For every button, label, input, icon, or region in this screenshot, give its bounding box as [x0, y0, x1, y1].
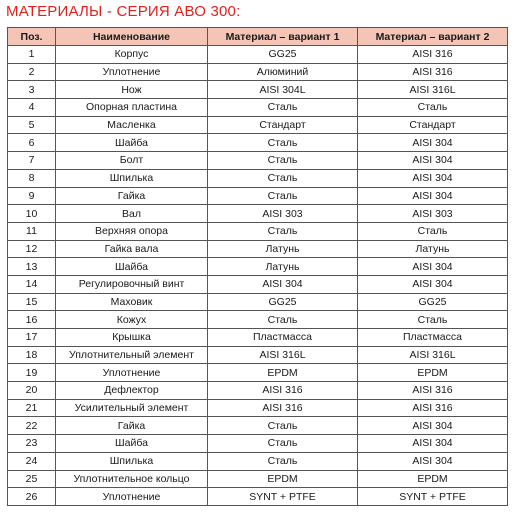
table-row [8, 258, 508, 276]
table-row [8, 470, 508, 488]
cell-material-variant-2: AISI 316 [358, 63, 508, 81]
cell-position: 17 [8, 329, 56, 347]
header-material-variant-1: Материал – вариант 1 [208, 28, 358, 46]
cell-position: 9 [8, 187, 56, 205]
cell-material-variant-1: GG25 [208, 46, 358, 64]
cell-position: 4 [8, 99, 56, 117]
cell-name: Кожух [56, 311, 208, 329]
cell-material-variant-2: EPDM [358, 470, 508, 488]
table-row [8, 152, 508, 170]
cell-material-variant-1: EPDM [208, 470, 358, 488]
cell-material-variant-2: AISI 304 [358, 417, 508, 435]
cell-name: Усилительный элемент [56, 399, 208, 417]
table-row [8, 81, 508, 99]
cell-name: Уплотнительное кольцо [56, 470, 208, 488]
cell-position: 25 [8, 470, 56, 488]
cell-material-variant-1: Сталь [208, 435, 358, 453]
cell-name: Корпус [56, 46, 208, 64]
cell-material-variant-1: Сталь [208, 152, 358, 170]
table-body [8, 46, 508, 506]
cell-position: 23 [8, 435, 56, 453]
table-row [8, 311, 508, 329]
cell-name: Шпилька [56, 169, 208, 187]
cell-name: Верхняя опора [56, 222, 208, 240]
cell-material-variant-2: Сталь [358, 222, 508, 240]
cell-name: Крышка [56, 329, 208, 347]
cell-material-variant-1: Сталь [208, 134, 358, 152]
table-row [8, 187, 508, 205]
cell-material-variant-2: AISI 304 [358, 258, 508, 276]
header-position: Поз. [8, 28, 56, 46]
page-title: МАТЕРИАЛЫ - СЕРИЯ АВО 300: [6, 3, 241, 20]
cell-material-variant-1: AISI 304 [208, 275, 358, 293]
table-row [8, 329, 508, 347]
cell-position: 21 [8, 399, 56, 417]
cell-material-variant-2: Пластмасса [358, 329, 508, 347]
cell-position: 1 [8, 46, 56, 64]
header-material-variant-2: Материал – вариант 2 [358, 28, 508, 46]
cell-material-variant-1: AISI 316 [208, 399, 358, 417]
cell-material-variant-2: AISI 316 [358, 46, 508, 64]
cell-material-variant-2: EPDM [358, 364, 508, 382]
cell-material-variant-1: AISI 303 [208, 205, 358, 223]
cell-position: 14 [8, 275, 56, 293]
cell-name: Дефлектор [56, 382, 208, 400]
cell-position: 3 [8, 81, 56, 99]
cell-position: 12 [8, 240, 56, 258]
cell-position: 11 [8, 222, 56, 240]
cell-material-variant-2: Сталь [358, 311, 508, 329]
cell-name: Маховик [56, 293, 208, 311]
materials-table [7, 27, 508, 506]
cell-material-variant-1: Стандарт [208, 116, 358, 134]
cell-material-variant-2: SYNT + PTFE [358, 488, 508, 506]
cell-position: 19 [8, 364, 56, 382]
cell-position: 15 [8, 293, 56, 311]
cell-material-variant-2: AISI 316 [358, 399, 508, 417]
table-row [8, 222, 508, 240]
table-row [8, 205, 508, 223]
cell-material-variant-2: Сталь [358, 99, 508, 117]
cell-position: 10 [8, 205, 56, 223]
cell-name: Регулировочный винт [56, 275, 208, 293]
cell-position: 26 [8, 488, 56, 506]
table-header-row [8, 28, 508, 46]
cell-material-variant-1: Сталь [208, 417, 358, 435]
table-row [8, 293, 508, 311]
cell-name: Шайба [56, 258, 208, 276]
cell-material-variant-1: SYNT + PTFE [208, 488, 358, 506]
cell-position: 22 [8, 417, 56, 435]
table-row [8, 399, 508, 417]
cell-material-variant-1: Сталь [208, 99, 358, 117]
cell-material-variant-2: AISI 304 [358, 275, 508, 293]
cell-name: Уплотнительный элемент [56, 346, 208, 364]
cell-material-variant-1: Латунь [208, 240, 358, 258]
table-row [8, 452, 508, 470]
cell-material-variant-1: EPDM [208, 364, 358, 382]
cell-material-variant-1: AISI 304L [208, 81, 358, 99]
cell-name: Гайка [56, 187, 208, 205]
table-row [8, 240, 508, 258]
table-row [8, 169, 508, 187]
cell-material-variant-1: AISI 316L [208, 346, 358, 364]
cell-name: Гайка вала [56, 240, 208, 258]
cell-position: 13 [8, 258, 56, 276]
cell-material-variant-2: GG25 [358, 293, 508, 311]
cell-name: Уплотнение [56, 63, 208, 81]
cell-material-variant-2: Стандарт [358, 116, 508, 134]
cell-material-variant-2: Латунь [358, 240, 508, 258]
table-row [8, 382, 508, 400]
table-row [8, 275, 508, 293]
cell-material-variant-1: Латунь [208, 258, 358, 276]
cell-material-variant-2: AISI 304 [358, 134, 508, 152]
cell-name: Гайка [56, 417, 208, 435]
table-row [8, 488, 508, 506]
table-row [8, 364, 508, 382]
cell-name: Шайба [56, 134, 208, 152]
header-name: Наименование [56, 28, 208, 46]
cell-material-variant-1: Сталь [208, 452, 358, 470]
cell-name: Опорная пластина [56, 99, 208, 117]
cell-material-variant-2: AISI 304 [358, 152, 508, 170]
cell-name: Болт [56, 152, 208, 170]
table-row [8, 63, 508, 81]
cell-name: Шайба [56, 435, 208, 453]
cell-name: Шпилька [56, 452, 208, 470]
cell-material-variant-2: AISI 316 [358, 382, 508, 400]
cell-name: Вал [56, 205, 208, 223]
cell-material-variant-2: AISI 304 [358, 435, 508, 453]
cell-material-variant-2: AISI 316L [358, 81, 508, 99]
table-row [8, 99, 508, 117]
cell-position: 18 [8, 346, 56, 364]
cell-material-variant-2: AISI 303 [358, 205, 508, 223]
cell-material-variant-1: Сталь [208, 187, 358, 205]
table-row [8, 346, 508, 364]
cell-name: Масленка [56, 116, 208, 134]
cell-material-variant-1: GG25 [208, 293, 358, 311]
cell-material-variant-2: AISI 304 [358, 169, 508, 187]
cell-material-variant-1: Пластмасса [208, 329, 358, 347]
table-row [8, 46, 508, 64]
cell-position: 7 [8, 152, 56, 170]
cell-position: 8 [8, 169, 56, 187]
cell-position: 5 [8, 116, 56, 134]
cell-name: Уплотнение [56, 488, 208, 506]
cell-name: Уплотнение [56, 364, 208, 382]
cell-position: 6 [8, 134, 56, 152]
cell-material-variant-2: AISI 316L [358, 346, 508, 364]
cell-name: Нож [56, 81, 208, 99]
cell-position: 16 [8, 311, 56, 329]
table-row [8, 134, 508, 152]
cell-material-variant-1: Сталь [208, 222, 358, 240]
cell-position: 2 [8, 63, 56, 81]
cell-material-variant-1: AISI 316 [208, 382, 358, 400]
cell-material-variant-1: Сталь [208, 169, 358, 187]
cell-material-variant-2: AISI 304 [358, 452, 508, 470]
table-row [8, 116, 508, 134]
table-row [8, 417, 508, 435]
cell-material-variant-1: Сталь [208, 311, 358, 329]
table-row [8, 435, 508, 453]
cell-material-variant-1: Алюминий [208, 63, 358, 81]
cell-material-variant-2: AISI 304 [358, 187, 508, 205]
cell-position: 24 [8, 452, 56, 470]
cell-position: 20 [8, 382, 56, 400]
